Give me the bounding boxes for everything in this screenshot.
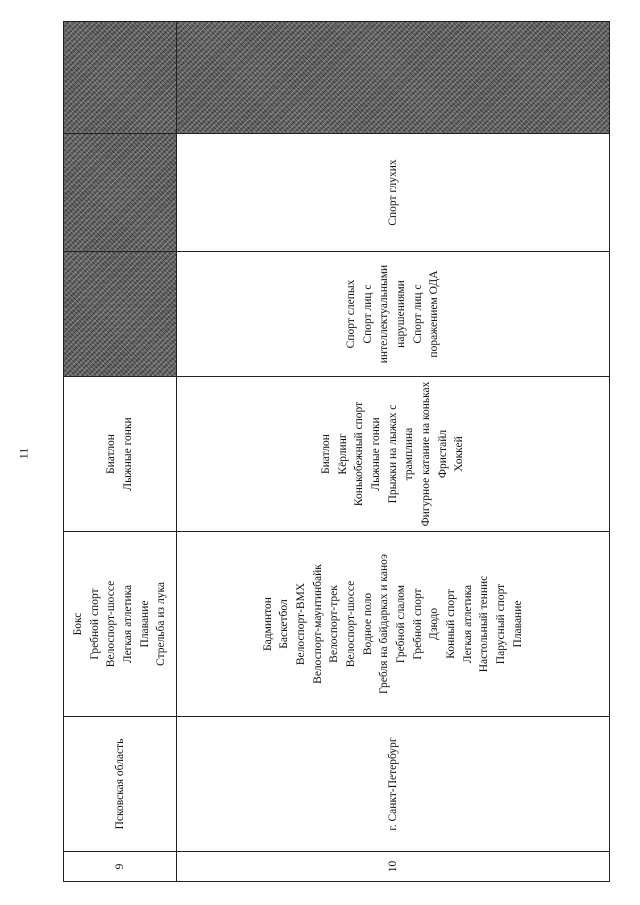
sport-item: Гребной спорт [88,588,101,660]
sport-item: Лыжные гонки [369,417,382,491]
sport-item: Гребля на байдарках и каноэ [378,554,391,694]
sport-item: Водное поло [361,592,374,656]
sport-item: Настольный теннис [478,575,491,673]
summer-sports-cell [64,532,177,717]
region-cell: г. Санкт-Петербург [177,717,610,852]
sport-item: Конный спорт [445,589,458,659]
sport-item: Плавание [138,600,151,648]
sport-item: Бокс [71,612,84,636]
table-row-9 [64,22,177,882]
region-cell: Псковская область [64,717,177,852]
sport-item: Стрельба из лука [155,582,168,666]
sport-item: Фигурное катание на коньках [420,381,432,527]
shaded-empty-cell [64,252,177,377]
deaflympic-sports-cell [177,134,610,252]
sport-item: Парусный спорт [495,583,508,665]
sport-item: Гребной спорт [411,588,424,660]
sport-item: Биатлон [105,434,118,474]
sport-item: Бадминтон [261,597,274,651]
sport-item: Хоккей [453,436,466,472]
sport-item: Спорт глухих [386,159,399,226]
sport-item: Велоспорт-BMX [294,582,307,666]
sport-item: Легкая атлетика [461,584,474,664]
sport-item: Легкая атлетика [122,584,134,664]
sport-item: Лыжные гонки [122,417,134,491]
row-number: 10 [177,852,610,882]
sport-item: Велоспорт-шоссе [344,580,357,668]
sport-item: Велоспорт-маунтинбайк [311,564,324,684]
sport-item: Фристайл [436,429,449,479]
shaded-empty-cell [64,134,177,252]
shaded-empty-cell [64,22,177,134]
sport-item: Спорт лиц с интеллектуальными нарушениями [361,264,407,364]
sport-item: Плавание [511,600,524,648]
sports-table [63,21,610,882]
sport-item: Велоспорт-трек [328,585,341,663]
sport-item: Кёрлинг [336,433,349,475]
sport-item: Баскетбол [278,599,291,649]
sport-item: Гребной слалом [395,584,407,664]
sport-item: Конькобежный спорт [353,401,366,507]
shaded-empty-cell [177,22,610,134]
winter-sports-cell [177,377,610,532]
sports-table-page [63,22,609,882]
sport-item: Биатлон [319,434,332,474]
paralympic-sports-cell [177,252,610,377]
sport-item: Дзюдо [428,607,441,641]
page-number: 11 [16,447,31,460]
winter-sports-cell [64,377,177,532]
sport-item: Велоспорт-шоссе [105,580,118,668]
sport-item: Спорт слепых [344,279,357,349]
summer-sports-cell [177,532,610,717]
sport-item: Прыжки на лыжах с трамплина [386,404,416,504]
sport-item: Спорт лиц с поражением ОДА [411,270,441,358]
row-number: 9 [64,852,177,882]
table-row-10 [177,22,610,882]
